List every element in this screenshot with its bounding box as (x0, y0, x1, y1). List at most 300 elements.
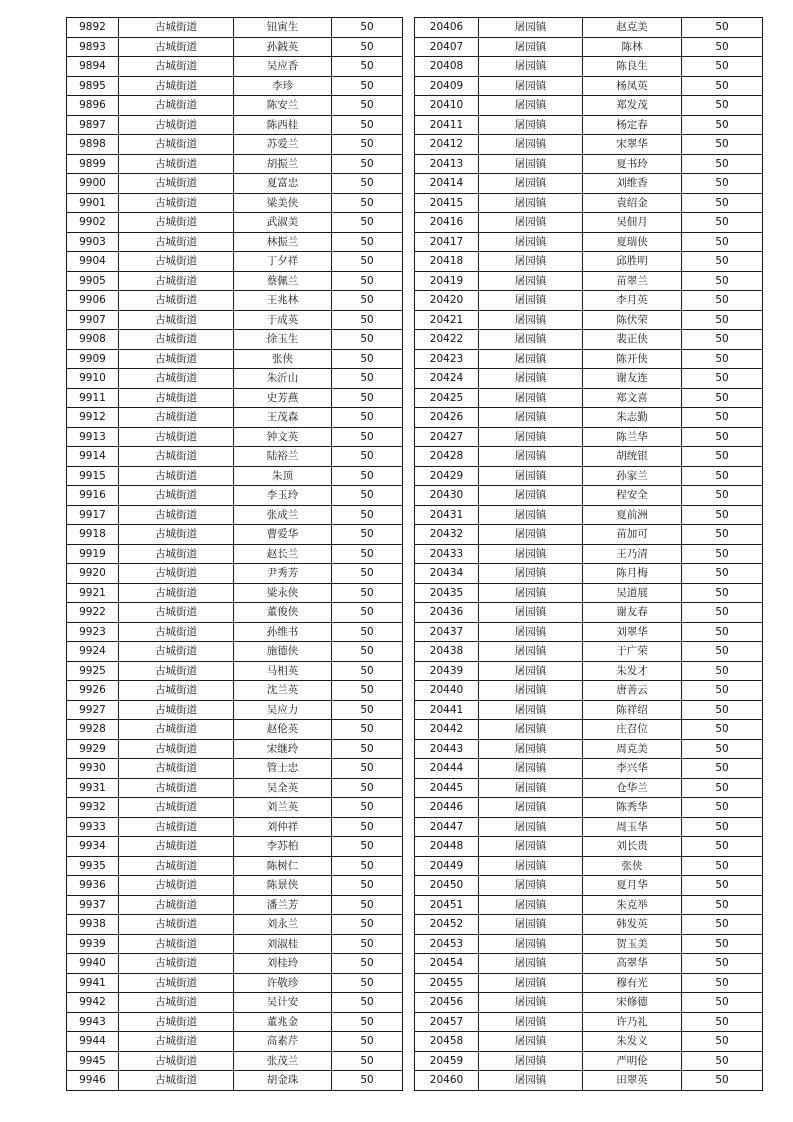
table-row (415, 349, 763, 369)
table-row (415, 583, 763, 603)
table-row (67, 759, 403, 779)
amount-cell: 50 (682, 954, 763, 974)
district-cell: 古城街道 (119, 486, 234, 506)
amount-cell: 50 (682, 856, 763, 876)
amount-cell: 50 (682, 310, 763, 330)
serial-number-cell: 9944 (67, 1032, 119, 1052)
name-cell: 赵克美 (583, 18, 682, 38)
name-cell: 蔡佩兰 (234, 271, 332, 291)
table-row (415, 1071, 763, 1091)
name-cell: 唐善云 (583, 681, 682, 701)
name-cell: 吴应力 (234, 700, 332, 720)
name-cell: 刘兰英 (234, 798, 332, 818)
table-row (415, 544, 763, 564)
table-row (415, 739, 763, 759)
name-cell: 吴应香 (234, 57, 332, 77)
serial-number-cell: 9908 (67, 330, 119, 350)
amount-cell: 50 (332, 720, 403, 740)
name-cell: 李苏柏 (234, 837, 332, 857)
district-cell: 古城街道 (119, 915, 234, 935)
serial-number-cell: 20439 (415, 661, 479, 681)
name-cell: 陈景侠 (234, 876, 332, 896)
table-row (415, 700, 763, 720)
serial-number-cell: 9943 (67, 1012, 119, 1032)
name-cell: 杨定春 (583, 115, 682, 135)
district-cell: 古城街道 (119, 57, 234, 77)
table-row (415, 895, 763, 915)
serial-number-cell: 9928 (67, 720, 119, 740)
table-row (67, 135, 403, 155)
serial-number-cell: 9941 (67, 973, 119, 993)
table-row (415, 934, 763, 954)
table-row (67, 18, 403, 38)
serial-number-cell: 20419 (415, 271, 479, 291)
table-row (415, 954, 763, 974)
name-cell: 夏书玲 (583, 154, 682, 174)
district-cell: 古城街道 (119, 193, 234, 213)
district-cell: 屠园镇 (479, 466, 583, 486)
district-cell: 屠园镇 (479, 135, 583, 155)
name-cell: 赵长兰 (234, 544, 332, 564)
serial-number-cell: 9920 (67, 564, 119, 584)
district-cell: 古城街道 (119, 622, 234, 642)
amount-cell: 50 (682, 252, 763, 272)
amount-cell: 50 (332, 369, 403, 389)
amount-cell: 50 (332, 349, 403, 369)
table-row (67, 232, 403, 252)
amount-cell: 50 (332, 232, 403, 252)
amount-cell: 50 (332, 174, 403, 194)
table-row (67, 817, 403, 837)
name-cell: 陈秀华 (583, 798, 682, 818)
amount-cell: 50 (682, 915, 763, 935)
district-cell: 古城街道 (119, 603, 234, 623)
amount-cell: 50 (332, 642, 403, 662)
amount-cell: 50 (682, 993, 763, 1013)
name-cell: 陈月梅 (583, 564, 682, 584)
amount-cell: 50 (332, 934, 403, 954)
amount-cell: 50 (332, 837, 403, 857)
amount-cell: 50 (682, 837, 763, 857)
table-row (67, 154, 403, 174)
serial-number-cell: 20441 (415, 700, 479, 720)
serial-number-cell: 20457 (415, 1012, 479, 1032)
district-cell: 屠园镇 (479, 993, 583, 1013)
serial-number-cell: 20438 (415, 642, 479, 662)
district-cell: 古城街道 (119, 310, 234, 330)
name-cell: 陈西桂 (234, 115, 332, 135)
amount-cell: 50 (682, 505, 763, 525)
name-cell: 夏瑞侠 (583, 232, 682, 252)
table-row (67, 1012, 403, 1032)
district-cell: 屠园镇 (479, 603, 583, 623)
table-row (415, 817, 763, 837)
district-cell: 古城街道 (119, 720, 234, 740)
district-cell: 屠园镇 (479, 798, 583, 818)
table-row (67, 622, 403, 642)
district-cell: 屠园镇 (479, 505, 583, 525)
amount-cell: 50 (332, 252, 403, 272)
table-row (415, 525, 763, 545)
amount-cell: 50 (682, 466, 763, 486)
district-cell: 屠园镇 (479, 876, 583, 896)
district-cell: 古城街道 (119, 954, 234, 974)
table-row (415, 115, 763, 135)
serial-number-cell: 20453 (415, 934, 479, 954)
amount-cell: 50 (332, 622, 403, 642)
table-row (415, 1032, 763, 1052)
table-row (67, 661, 403, 681)
table-row (67, 1032, 403, 1052)
serial-number-cell: 20409 (415, 76, 479, 96)
table-row (415, 213, 763, 233)
amount-cell: 50 (682, 18, 763, 38)
table-row (415, 291, 763, 311)
name-cell: 夏富忠 (234, 174, 332, 194)
district-cell: 古城街道 (119, 37, 234, 57)
table-row (67, 603, 403, 623)
serial-number-cell: 9899 (67, 154, 119, 174)
amount-cell: 50 (332, 466, 403, 486)
serial-number-cell: 20426 (415, 408, 479, 428)
name-cell: 陆裕兰 (234, 447, 332, 467)
table-row (67, 193, 403, 213)
table-row (67, 37, 403, 57)
district-cell: 屠园镇 (479, 1051, 583, 1071)
district-cell: 古城街道 (119, 154, 234, 174)
amount-cell: 50 (682, 544, 763, 564)
table-row (415, 447, 763, 467)
district-cell: 古城街道 (119, 291, 234, 311)
amount-cell: 50 (332, 564, 403, 584)
table-row (67, 115, 403, 135)
serial-number-cell: 9897 (67, 115, 119, 135)
amount-cell: 50 (682, 739, 763, 759)
serial-number-cell: 20433 (415, 544, 479, 564)
serial-number-cell: 20446 (415, 798, 479, 818)
table-row (415, 661, 763, 681)
serial-number-cell: 9931 (67, 778, 119, 798)
serial-number-cell: 9909 (67, 349, 119, 369)
amount-cell: 50 (682, 349, 763, 369)
serial-number-cell: 9898 (67, 135, 119, 155)
table-row (67, 973, 403, 993)
amount-cell: 50 (332, 505, 403, 525)
amount-cell: 50 (682, 1051, 763, 1071)
table-row (415, 915, 763, 935)
serial-number-cell: 9940 (67, 954, 119, 974)
district-cell: 屠园镇 (479, 486, 583, 506)
name-cell: 马相英 (234, 661, 332, 681)
table-row (67, 505, 403, 525)
name-cell: 许乃礼 (583, 1012, 682, 1032)
amount-cell: 50 (682, 232, 763, 252)
name-cell: 袁绍金 (583, 193, 682, 213)
amount-cell: 50 (332, 739, 403, 759)
serial-number-cell: 9916 (67, 486, 119, 506)
table-row (67, 993, 403, 1013)
table-row (415, 837, 763, 857)
serial-number-cell: 20414 (415, 174, 479, 194)
district-cell: 屠园镇 (479, 349, 583, 369)
name-cell: 陈开侠 (583, 349, 682, 369)
district-cell: 古城街道 (119, 642, 234, 662)
name-cell: 张侠 (583, 856, 682, 876)
amount-cell: 50 (332, 388, 403, 408)
district-cell: 屠园镇 (479, 700, 583, 720)
table-row (67, 369, 403, 389)
amount-cell: 50 (332, 817, 403, 837)
name-cell: 周克美 (583, 739, 682, 759)
table-row (415, 681, 763, 701)
district-cell: 屠园镇 (479, 115, 583, 135)
serial-number-cell: 9915 (67, 466, 119, 486)
serial-number-cell: 9900 (67, 174, 119, 194)
table-row (67, 681, 403, 701)
table-row (415, 37, 763, 57)
name-cell: 孙维书 (234, 622, 332, 642)
serial-number-cell: 9919 (67, 544, 119, 564)
district-cell: 屠园镇 (479, 759, 583, 779)
district-cell: 古城街道 (119, 252, 234, 272)
district-cell: 屠园镇 (479, 895, 583, 915)
name-cell: 朱志勤 (583, 408, 682, 428)
district-cell: 屠园镇 (479, 232, 583, 252)
district-cell: 古城街道 (119, 583, 234, 603)
name-cell: 曹爱华 (234, 525, 332, 545)
name-cell: 施德侠 (234, 642, 332, 662)
district-cell: 古城街道 (119, 349, 234, 369)
serial-number-cell: 9907 (67, 310, 119, 330)
serial-number-cell: 20436 (415, 603, 479, 623)
amount-cell: 50 (332, 291, 403, 311)
name-cell: 苗翠兰 (583, 271, 682, 291)
district-cell: 古城街道 (119, 369, 234, 389)
table-row (415, 18, 763, 38)
amount-cell: 50 (682, 427, 763, 447)
name-cell: 于成英 (234, 310, 332, 330)
serial-number-cell: 20458 (415, 1032, 479, 1052)
name-cell: 赵伦英 (234, 720, 332, 740)
amount-cell: 50 (682, 778, 763, 798)
district-cell: 屠园镇 (479, 642, 583, 662)
table-row (415, 798, 763, 818)
name-cell: 李珍 (234, 76, 332, 96)
serial-number-cell: 20427 (415, 427, 479, 447)
table-row (67, 174, 403, 194)
serial-number-cell: 20440 (415, 681, 479, 701)
table-row (67, 798, 403, 818)
district-cell: 屠园镇 (479, 252, 583, 272)
table-row (67, 544, 403, 564)
district-cell: 古城街道 (119, 388, 234, 408)
amount-cell: 50 (682, 759, 763, 779)
district-cell: 屠园镇 (479, 154, 583, 174)
district-cell: 屠园镇 (479, 837, 583, 857)
name-cell: 胡振兰 (234, 154, 332, 174)
name-cell: 夏前洲 (583, 505, 682, 525)
serial-number-cell: 20451 (415, 895, 479, 915)
district-cell: 古城街道 (119, 135, 234, 155)
amount-cell: 50 (332, 759, 403, 779)
table-row (67, 96, 403, 116)
district-cell: 古城街道 (119, 1032, 234, 1052)
name-cell: 朱克举 (583, 895, 682, 915)
serial-number-cell: 9935 (67, 856, 119, 876)
amount-cell: 50 (332, 583, 403, 603)
name-cell: 李玉玲 (234, 486, 332, 506)
district-cell: 屠园镇 (479, 525, 583, 545)
roster-table-left (66, 17, 403, 1091)
amount-cell: 50 (332, 115, 403, 135)
amount-cell: 50 (332, 661, 403, 681)
serial-number-cell: 20444 (415, 759, 479, 779)
name-cell: 张茂兰 (234, 1051, 332, 1071)
table-row (67, 739, 403, 759)
table-row (67, 1051, 403, 1071)
table-row (415, 408, 763, 428)
serial-number-cell: 9938 (67, 915, 119, 935)
district-cell: 屠园镇 (479, 622, 583, 642)
district-cell: 古城街道 (119, 1071, 234, 1091)
district-cell: 古城街道 (119, 76, 234, 96)
roster-table-right (414, 17, 763, 1091)
serial-number-cell: 20413 (415, 154, 479, 174)
name-cell: 徐玉生 (234, 330, 332, 350)
table-row (415, 96, 763, 116)
name-cell: 董兆金 (234, 1012, 332, 1032)
name-cell: 刘桂玲 (234, 954, 332, 974)
amount-cell: 50 (682, 700, 763, 720)
district-cell: 屠园镇 (479, 193, 583, 213)
serial-number-cell: 20422 (415, 330, 479, 350)
serial-number-cell: 20450 (415, 876, 479, 896)
amount-cell: 50 (682, 603, 763, 623)
amount-cell: 50 (682, 817, 763, 837)
name-cell: 刘长贵 (583, 837, 682, 857)
name-cell: 刘翠华 (583, 622, 682, 642)
name-cell: 丁夕祥 (234, 252, 332, 272)
name-cell: 管士忠 (234, 759, 332, 779)
amount-cell: 50 (332, 408, 403, 428)
amount-cell: 50 (682, 213, 763, 233)
serial-number-cell: 20417 (415, 232, 479, 252)
table-row (67, 213, 403, 233)
serial-number-cell: 9921 (67, 583, 119, 603)
district-cell: 屠园镇 (479, 96, 583, 116)
table-row (415, 330, 763, 350)
amount-cell: 50 (682, 37, 763, 57)
serial-number-cell: 9895 (67, 76, 119, 96)
serial-number-cell: 9902 (67, 213, 119, 233)
serial-number-cell: 20430 (415, 486, 479, 506)
amount-cell: 50 (332, 18, 403, 38)
amount-cell: 50 (682, 388, 763, 408)
district-cell: 屠园镇 (479, 778, 583, 798)
district-cell: 屠园镇 (479, 37, 583, 57)
name-cell: 吴计安 (234, 993, 332, 1013)
name-cell: 朱发才 (583, 661, 682, 681)
amount-cell: 50 (682, 408, 763, 428)
amount-cell: 50 (332, 603, 403, 623)
district-cell: 屠园镇 (479, 427, 583, 447)
district-cell: 古城街道 (119, 427, 234, 447)
serial-number-cell: 20432 (415, 525, 479, 545)
district-cell: 古城街道 (119, 96, 234, 116)
amount-cell: 50 (682, 720, 763, 740)
table-row (415, 856, 763, 876)
amount-cell: 50 (682, 876, 763, 896)
serial-number-cell: 20411 (415, 115, 479, 135)
amount-cell: 50 (682, 330, 763, 350)
serial-number-cell: 9894 (67, 57, 119, 77)
district-cell: 古城街道 (119, 681, 234, 701)
serial-number-cell: 20448 (415, 837, 479, 857)
amount-cell: 50 (332, 310, 403, 330)
name-cell: 王茂森 (234, 408, 332, 428)
district-cell: 屠园镇 (479, 1071, 583, 1091)
amount-cell: 50 (332, 856, 403, 876)
serial-number-cell: 9903 (67, 232, 119, 252)
table-row (67, 895, 403, 915)
serial-number-cell: 20442 (415, 720, 479, 740)
name-cell: 陈伏荣 (583, 310, 682, 330)
amount-cell: 50 (682, 115, 763, 135)
serial-number-cell: 9896 (67, 96, 119, 116)
table-row (67, 934, 403, 954)
name-cell: 刘维香 (583, 174, 682, 194)
name-cell: 董俊侠 (234, 603, 332, 623)
table-row (67, 271, 403, 291)
amount-cell: 50 (682, 642, 763, 662)
district-cell: 屠园镇 (479, 661, 583, 681)
district-cell: 古城街道 (119, 856, 234, 876)
amount-cell: 50 (332, 154, 403, 174)
amount-cell: 50 (682, 1012, 763, 1032)
district-cell: 古城街道 (119, 174, 234, 194)
serial-number-cell: 9917 (67, 505, 119, 525)
district-cell: 屠园镇 (479, 739, 583, 759)
table-row (415, 76, 763, 96)
name-cell: 许敬珍 (234, 973, 332, 993)
district-cell: 古城街道 (119, 993, 234, 1013)
serial-number-cell: 9930 (67, 759, 119, 779)
table-row (67, 525, 403, 545)
table-row (415, 135, 763, 155)
name-cell: 沈兰英 (234, 681, 332, 701)
amount-cell: 50 (682, 1071, 763, 1091)
table-row (415, 759, 763, 779)
name-cell: 刘仲祥 (234, 817, 332, 837)
table-row (67, 1071, 403, 1091)
amount-cell: 50 (682, 661, 763, 681)
serial-number-cell: 20452 (415, 915, 479, 935)
amount-cell: 50 (332, 57, 403, 77)
serial-number-cell: 20415 (415, 193, 479, 213)
amount-cell: 50 (332, 76, 403, 96)
amount-cell: 50 (332, 700, 403, 720)
amount-cell: 50 (332, 37, 403, 57)
name-cell: 孙銊英 (234, 37, 332, 57)
table-row (415, 876, 763, 896)
table-row (415, 564, 763, 584)
name-cell: 邱胜明 (583, 252, 682, 272)
name-cell: 庄召位 (583, 720, 682, 740)
district-cell: 古城街道 (119, 213, 234, 233)
district-cell: 古城街道 (119, 18, 234, 38)
district-cell: 古城街道 (119, 934, 234, 954)
name-cell: 朱顶 (234, 466, 332, 486)
